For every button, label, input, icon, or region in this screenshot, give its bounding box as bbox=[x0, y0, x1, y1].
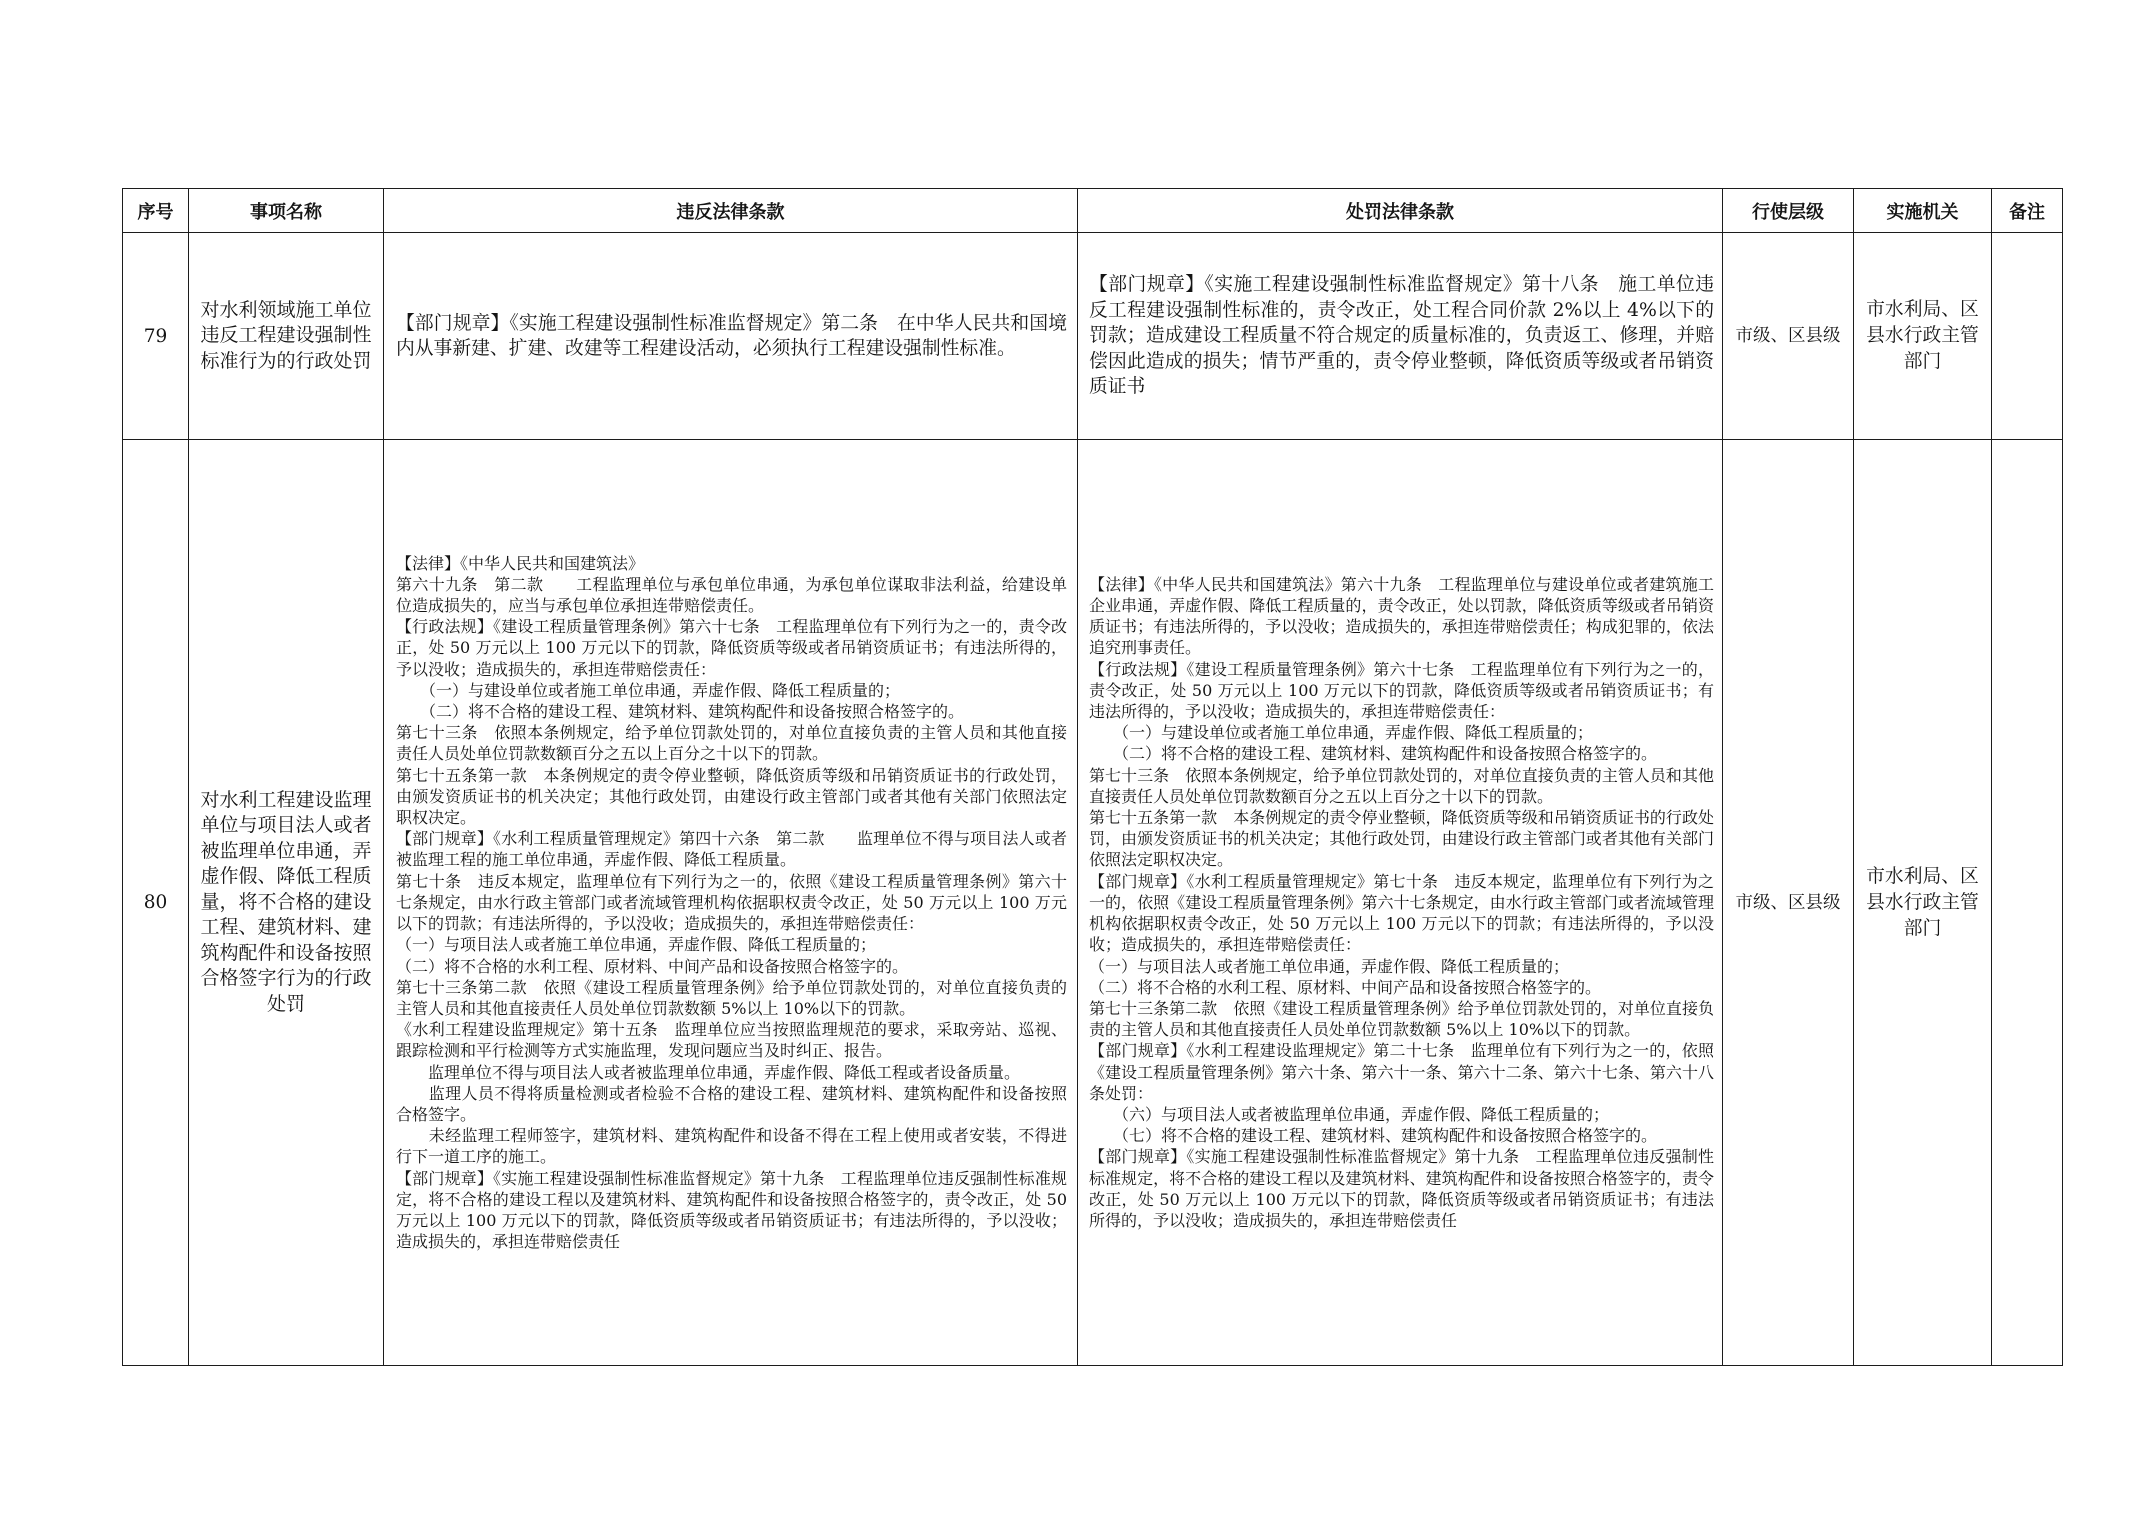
clause-paragraph: （六）与项目法人或者被监理单位串通，弄虚作假、降低工程质量的； bbox=[1089, 1104, 1610, 1124]
clause-paragraph: 第六十九条 第二款 工程监理单位与承包单位串通，为承包单位谋取非法利益，给建设单位造成损失的，应当与承包单位承担连带赔偿责任。 bbox=[396, 574, 1067, 616]
clause-paragraph: 【部门规章】《水利工程质量管理规定》第四十六条 第二款 监理单位不得与项目法人或者被监理工程的施工单位串通，弄虚作假、降低工程质量。 bbox=[396, 829, 1067, 870]
cell-authority: 市水利局、区县水行政主管部门 bbox=[1854, 233, 1992, 440]
clause-paragraph: 第七十三条 依照本条例规定，给予单位罚款处罚的，对单位直接负责的主管人员和其他直接责任人员处单位罚款数额百分之五以上百分之十以下的罚款。 bbox=[396, 723, 1067, 764]
cell-penalty-clauses bbox=[1078, 233, 1723, 440]
column-header-violation-clauses: 违反法律条款 bbox=[384, 189, 1078, 233]
clause-paragraph: 第七十三条第二款 依照《建设工程质量管理条例》给予单位罚款处罚的，对单位直接负责的主管人员和其他直接责任人员处单位罚款数额 5%以上 10%以下的罚款。 bbox=[1089, 998, 1714, 1040]
clause-paragraph: （一）与项目法人或者施工单位串通，弄虚作假、降低工程质量的； bbox=[396, 935, 877, 955]
clause-paragraph: 【行政法规】《建设工程质量管理条例》第六十七条 工程监理单位有下列行为之一的，责令改正，处 50 万元以上 100 万元以下的罚款，降低资质等级或者吊销资质证书；有违法所得的，予以没收；造成损失的，承担连带赔偿责任： bbox=[396, 617, 1067, 679]
clause-paragraph: 第七十三条第二款 依照《建设工程质量管理条例》给予单位罚款处罚的，对单位直接负责的主管人员和其他直接责任人员处单位罚款数额 5%以上 10%以下的罚款。 bbox=[396, 977, 1067, 1018]
penalty-items-table bbox=[122, 188, 2063, 1366]
cell-no: 79 bbox=[123, 233, 189, 440]
clause-paragraph: 第七十条 违反本规定，监理单位有下列行为之一的，依照《建设工程质量管理条例》第六十七条规定，由水行政主管部门或者流域管理机构依据职权责令改正，处 50 万元以上 100 万元以下的罚款；有违法所得的，予以没收；造成损失的，承担连带赔偿责任： bbox=[396, 871, 1067, 934]
clause-paragraph: （一）与项目法人或者施工单位串通，弄虚作假、降低工程质量的； bbox=[1089, 956, 1570, 976]
clause-paragraph: 未经监理工程师签字，建筑材料、建筑构配件和设备不得在工程上使用或者安装，不得进行下一道工序的施工。 bbox=[396, 1126, 1067, 1167]
cell-item-name: 对水利工程建设监理单位与项目法人或者被监理单位串通，弄虚作假、降低工程质量，将不合格的建设工程、建筑材料、建筑构配件和设备按照合格签字行为的行政处罚 bbox=[189, 440, 384, 1366]
clause-paragraph: （二）将不合格的建设工程、建筑材料、建筑构配件和设备按照合格签字的。 bbox=[1089, 744, 1658, 764]
cell-item-name: 对水利领域施工单位违反工程建设强制性标准行为的行政处罚 bbox=[189, 233, 384, 440]
column-header-penalty-clauses: 处罚法律条款 bbox=[1078, 189, 1723, 233]
cell-remarks bbox=[1992, 440, 2063, 1366]
cell-remarks bbox=[1992, 233, 2063, 440]
clause-paragraph: （二）将不合格的水利工程、原材料、中间产品和设备按照合格签字的。 bbox=[1089, 977, 1602, 997]
cell-level: 市级、区县级 bbox=[1723, 233, 1854, 440]
clause-paragraph: （二）将不合格的水利工程、原材料、中间产品和设备按照合格签字的。 bbox=[396, 956, 909, 976]
cell-authority: 市水利局、区县水行政主管部门 bbox=[1854, 440, 1992, 1366]
clause-paragraph: （七）将不合格的建设工程、建筑材料、建筑构配件和设备按照合格签字的。 bbox=[1089, 1126, 1658, 1146]
clause-paragraph: （一）与建设单位或者施工单位串通，弄虚作假、降低工程质量的； bbox=[396, 680, 901, 700]
column-header-authority: 实施机关 bbox=[1854, 189, 1992, 233]
cell-violation-clauses bbox=[384, 233, 1078, 440]
column-header-item-name: 事项名称 bbox=[189, 189, 384, 233]
column-header-no: 序号 bbox=[123, 189, 189, 233]
cell-level: 市级、区县级 bbox=[1723, 440, 1854, 1366]
table-row bbox=[123, 440, 2063, 1366]
clause-paragraph: 第七十五条第一款 本条例规定的责令停业整顿，降低资质等级和吊销资质证书的行政处罚，由颁发资质证书的机关决定；其他行政处罚，由建设行政主管部门或者其他有关部门依照法定职权决定。 bbox=[1089, 808, 1714, 870]
column-header-level: 行使层级 bbox=[1723, 189, 1854, 233]
clause-paragraph: 【法律】《中华人民共和国建筑法》 bbox=[396, 553, 645, 573]
cell-penalty-clauses bbox=[1078, 440, 1723, 1366]
table-header-row bbox=[123, 189, 2063, 233]
clause-paragraph: 第七十三条 依照本条例规定，给予单位罚款处罚的，对单位直接负责的主管人员和其他直接责任人员处单位罚款数额百分之五以上百分之十以下的罚款。 bbox=[1089, 765, 1714, 806]
clause-paragraph: 第七十五条第一款 本条例规定的责令停业整顿，降低资质等级和吊销资质证书的行政处罚，由颁发资质证书的机关决定；其他行政处罚，由建设行政主管部门或者其他有关部门依照法定职权决定。 bbox=[396, 765, 1067, 828]
clause-paragraph: 监理人员不得将质量检测或者检验不合格的建设工程、建筑材料、建筑构配件和设备按照合格签字。 bbox=[396, 1083, 1067, 1124]
cell-no: 80 bbox=[123, 440, 189, 1366]
clause-paragraph: 《水利工程建设监理规定》第十五条 监理单位应当按照监理规范的要求，采取旁站、巡视、跟踪检测和平行检测等方式实施监理，发现问题应当及时纠正、报告。 bbox=[396, 1020, 1067, 1061]
column-header-remarks: 备注 bbox=[1992, 189, 2063, 233]
cell-violation-clauses bbox=[384, 440, 1078, 1366]
table-row bbox=[123, 233, 2063, 440]
clause-paragraph: 【部门规章】《实施工程建设强制性标准监督规定》第十九条 工程监理单位违反强制性标准规定，将不合格的建设工程以及建筑材料、建筑构配件和设备按照合格签字的，责令改正，处 50 万元以上 100 万元以下的罚款，降低资质等级或者吊销资质证书；有违法所得的，予以没收；造成损失的，承担连带赔偿责任 bbox=[1089, 1147, 1714, 1230]
clause-paragraph: 【部门规章】《实施工程建设强制性标准监督规定》第十八条 施工单位违反工程建设强制性标准的，责令改正，处工程合同价款 2%以上 4%以下的罚款；造成建设工程质量不符合规定的质量标准的，负责返工、修理，并赔偿因此造成的损失；情节严重的，责令停业整顿，降低资质等级或者吊销资质证书 bbox=[1089, 274, 1714, 398]
clause-paragraph: 监理单位不得与项目法人或者被监理单位串通，弄虚作假、降低工程或者设备质量。 bbox=[396, 1062, 1021, 1082]
clause-paragraph: 【部门规章】《水利工程建设监理规定》第二十七条 监理单位有下列行为之一的，依照《建设工程质量管理条例》第六十条、第六十一条、第六十二条、第六十七条、第六十八条处罚： bbox=[1089, 1041, 1714, 1103]
clause-paragraph: 【部门规章】《实施工程建设强制性标准监督规定》第二条 在中华人民共和国境内从事新建、扩建、改建等工程建设活动，必须执行工程建设强制性标准。 bbox=[396, 312, 1067, 359]
clause-paragraph: 【部门规章】《水利工程质量管理规定》第七十条 违反本规定，监理单位有下列行为之一的，依照《建设工程质量管理条例》第六十七条规定，由水行政主管部门或者流域管理机构依据职权责令改正，处 50 万元以上 100 万元以下的罚款；有违法所得的，予以没收；造成损失的，承担连带赔偿责任： bbox=[1089, 871, 1714, 955]
clause-paragraph: 【行政法规】《建设工程质量管理条例》第六十七条 工程监理单位有下列行为之一的，责令改正，处 50 万元以上 100 万元以下的罚款，降低资质等级或者吊销资质证书；有违法所得的，予以没收；造成损失的，承担连带赔偿责任： bbox=[1089, 659, 1714, 722]
clause-paragraph: （二）将不合格的建设工程、建筑材料、建筑构配件和设备按照合格签字的。 bbox=[396, 702, 965, 722]
clause-paragraph: 【法律】《中华人民共和国建筑法》第六十九条 工程监理单位与建设单位或者建筑施工企业串通，弄虚作假、降低工程质量的，责令改正，处以罚款，降低资质等级或者吊销资质证书；有违法所得的，予以没收；造成损失的，承担连带赔偿责任；构成犯罪的，依法追究刑事责任。 bbox=[1089, 574, 1714, 658]
clause-paragraph: （一）与建设单位或者施工单位串通，弄虚作假、降低工程质量的； bbox=[1089, 723, 1594, 743]
clause-paragraph: 【部门规章】《实施工程建设强制性标准监督规定》第十九条 工程监理单位违反强制性标准规定，将不合格的建设工程以及建筑材料、建筑构配件和设备按照合格签字的，责令改正，处 50 万元以上 100 万元以下的罚款，降低资质等级或者吊销资质证书；有违法所得的，予以没收；造成损失的，承担连带赔偿责任 bbox=[396, 1168, 1067, 1252]
